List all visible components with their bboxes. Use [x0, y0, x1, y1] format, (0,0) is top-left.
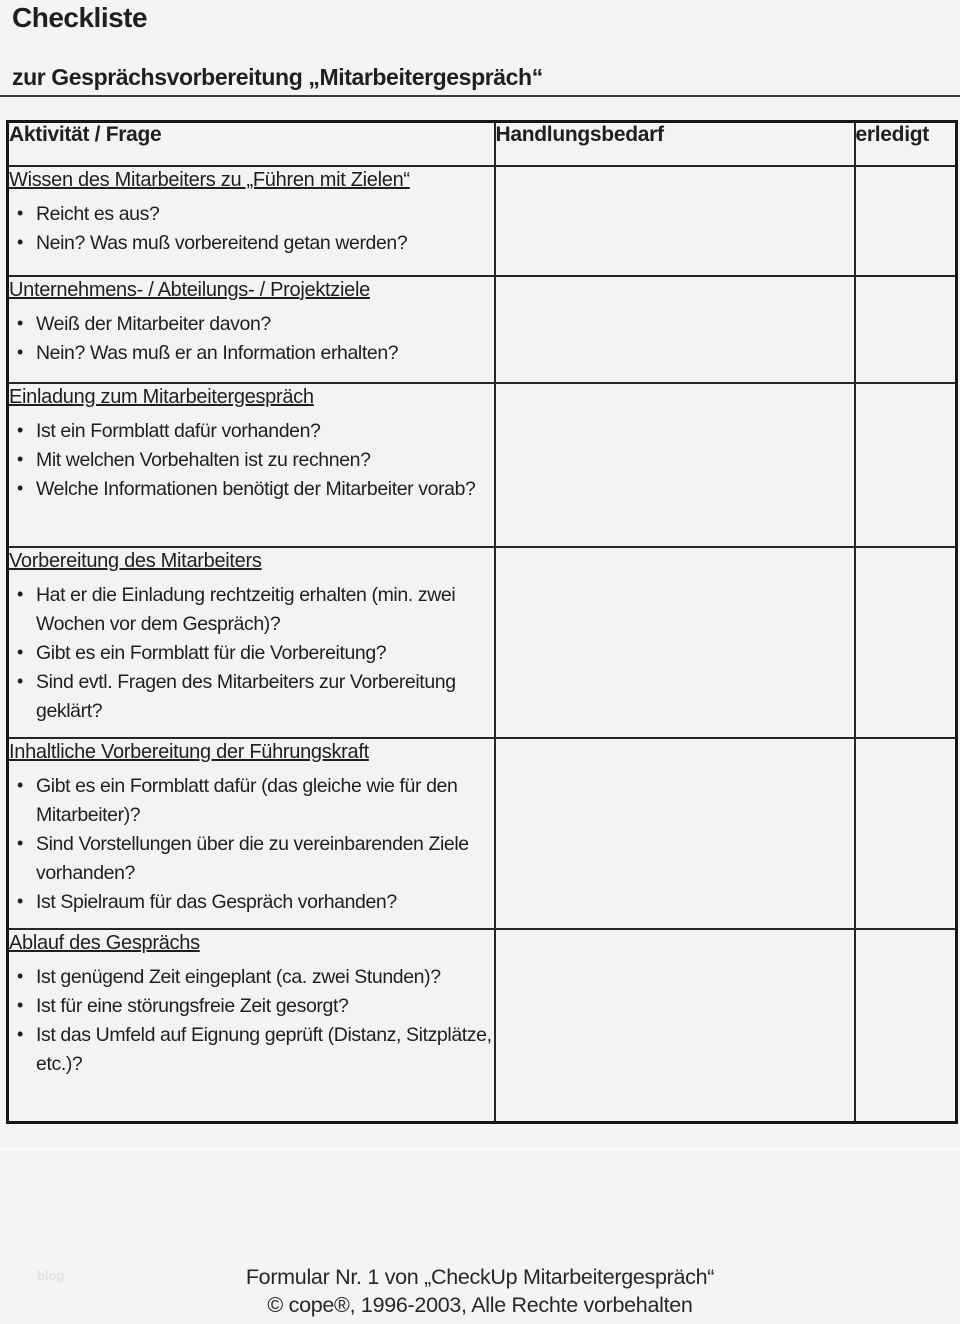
erledigt-cell — [855, 547, 957, 738]
question-text: Weiß der Mitarbeiter davon? — [36, 313, 271, 335]
table-row — [8, 547, 957, 738]
question-list — [9, 963, 494, 1079]
erledigt-cell — [855, 738, 957, 929]
watermark-text: blog — [37, 1268, 65, 1283]
question-text: Nein? Was muß er an Information erhalten? — [36, 342, 399, 364]
list-item — [9, 446, 494, 475]
activity-cell — [8, 929, 495, 1123]
list-item — [9, 200, 494, 229]
handlungsbedarf-cell — [495, 929, 855, 1123]
bullet-icon: • — [17, 995, 23, 1015]
question-text: Ist genügend Zeit eingeplant (ca. zwei Stunden)? — [36, 966, 441, 988]
list-item — [9, 668, 494, 726]
question-text: Nein? Was muß vorbereitend getan werden? — [36, 232, 408, 254]
header-divider — [0, 95, 960, 97]
list-item — [9, 963, 494, 992]
bullet-icon: • — [17, 833, 23, 853]
page-break-strip — [0, 1147, 960, 1151]
question-list — [9, 310, 494, 368]
list-item — [9, 1021, 494, 1079]
question-text: Mit welchen Vorbehalten ist zu rechnen? — [36, 449, 371, 471]
column-header-erledigt: erledigt — [855, 122, 957, 167]
list-item — [9, 888, 494, 917]
question-text: Ist ein Formblatt dafür vorhanden? — [36, 420, 321, 442]
erledigt-cell — [855, 276, 957, 383]
activity-cell — [8, 738, 495, 929]
list-item — [9, 639, 494, 668]
activity-cell — [8, 547, 495, 738]
handlungsbedarf-cell — [495, 383, 855, 547]
table-row — [8, 929, 957, 1123]
section-heading: Einladung zum Mitarbeitergespräch — [9, 386, 314, 408]
bullet-icon: • — [17, 420, 23, 440]
list-item — [9, 772, 494, 830]
question-text: Sind evtl. Fragen des Mitarbeiters zur Vorbereitung geklärt? — [36, 671, 456, 722]
column-header-aktivitaet: Aktivität / Frage — [8, 122, 495, 167]
question-text: Sind Vorstellungen über die zu vereinbarenden Ziele vorhanden? — [36, 833, 469, 884]
question-list — [9, 200, 494, 258]
bullet-icon: • — [17, 891, 23, 911]
table-row — [8, 276, 957, 383]
section-heading: Vorbereitung des Mitarbeiters — [9, 550, 262, 572]
table-row — [8, 738, 957, 929]
bullet-icon: • — [17, 584, 23, 604]
question-list — [9, 581, 494, 726]
table-header-row — [8, 122, 957, 167]
section-heading: Ablauf des Gesprächs — [9, 932, 200, 954]
footer-line-1: Formular Nr. 1 von „CheckUp Mitarbeitergespräch“ — [245, 1265, 715, 1289]
table-row — [8, 383, 957, 547]
list-item — [9, 417, 494, 446]
activity-cell — [8, 166, 495, 276]
bullet-icon: • — [17, 671, 23, 691]
question-list — [9, 772, 494, 917]
footer-line-2: © cope®, 1996-2003, Alle Rechte vorbehalten — [267, 1293, 693, 1317]
bullet-icon: • — [17, 966, 23, 986]
list-item — [9, 339, 494, 368]
bullet-icon: • — [17, 449, 23, 469]
checklist-table — [6, 120, 958, 1124]
bullet-icon: • — [17, 203, 23, 223]
erledigt-cell — [855, 166, 957, 276]
erledigt-cell — [855, 383, 957, 547]
list-item — [9, 830, 494, 888]
bullet-icon: • — [17, 232, 23, 252]
list-item — [9, 229, 494, 258]
handlungsbedarf-cell — [495, 166, 855, 276]
bullet-icon: • — [17, 342, 23, 362]
question-text: Ist für eine störungsfreie Zeit gesorgt? — [36, 995, 349, 1017]
page-footer — [0, 1263, 960, 1319]
bullet-icon: • — [17, 478, 23, 498]
handlungsbedarf-cell — [495, 276, 855, 383]
question-text: Reicht es aus? — [36, 203, 160, 225]
column-header-handlungsbedarf: Handlungsbedarf — [495, 122, 855, 167]
section-heading: Unternehmens- / Abteilungs- / Projektziele — [9, 279, 370, 301]
question-text: Welche Informationen benötigt der Mitarbeiter vorab? — [36, 478, 476, 500]
table-row — [8, 166, 957, 276]
activity-cell — [8, 383, 495, 547]
section-heading: Inhaltliche Vorbereitung der Führungskraft — [9, 741, 369, 763]
document-title: Checkliste — [12, 2, 148, 33]
erledigt-cell — [855, 929, 957, 1123]
handlungsbedarf-cell — [495, 738, 855, 929]
question-text: Gibt es ein Formblatt dafür (das gleiche wie für den Mitarbeiter)? — [36, 775, 458, 826]
bullet-icon: • — [17, 1024, 23, 1044]
question-text: Gibt es ein Formblatt für die Vorbereitung? — [36, 642, 387, 664]
question-text: Ist Spielraum für das Gespräch vorhanden? — [36, 891, 397, 913]
activity-cell — [8, 276, 495, 383]
bullet-icon: • — [17, 313, 23, 333]
bullet-icon: • — [17, 642, 23, 662]
list-item — [9, 581, 494, 639]
bullet-icon: • — [17, 775, 23, 795]
list-item — [9, 992, 494, 1021]
section-heading: Wissen des Mitarbeiters zu „Führen mit Zielen“ — [9, 169, 410, 191]
question-text: Hat er die Einladung rechtzeitig erhalten (min. zwei Wochen vor dem Gespräch)? — [36, 584, 456, 635]
handlungsbedarf-cell — [495, 547, 855, 738]
question-text: Ist das Umfeld auf Eignung geprüft (Distanz, Sitzplätze, etc.)? — [36, 1024, 492, 1075]
list-item — [9, 475, 494, 504]
list-item — [9, 310, 494, 339]
document-subtitle: zur Gesprächsvorbereitung „Mitarbeitergespräch“ — [12, 64, 543, 90]
question-list — [9, 417, 494, 504]
